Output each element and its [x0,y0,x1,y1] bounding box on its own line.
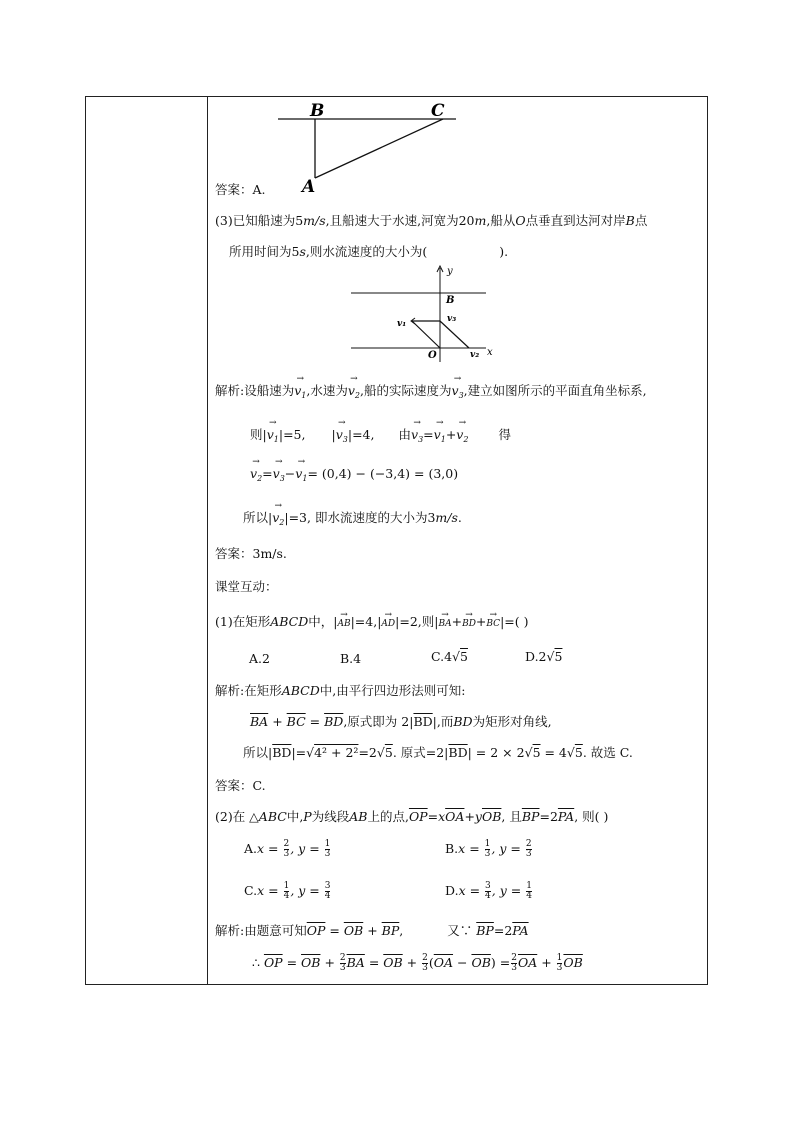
column-divider [207,97,208,984]
option-2-C: C.x = $\frac{1}{4}$ , y = $\frac{3}{4}$ [244,881,331,901]
option-1-A: A.2 [249,651,270,666]
option-1-C: C.4√5 [431,649,468,664]
answer-1: 答案：A. [215,182,266,197]
label-A: A [302,177,316,196]
question-3-line-2: 所用时间为5s,则水流速度的大小为( ). [229,244,509,259]
velocity-diagram [345,262,505,362]
point-B-label: B [446,295,455,306]
solution-1-line-3: 所以$|\overline{BD}|=√4^2 + 2^2=2√5$. 原式$=2|\overline{BD}| = 2 \times 2√5 = 4√5$. 故选 C. [243,745,633,760]
solution-3-line-4: 所以|→ $v_2|=3$, 即水流速度的大小为3m/s. [243,508,462,527]
problem-2: (2)在 △ABC中,P为线段AB上的点$,\overline{OP}=x\overline{OA}+y\overline{OB}$, 且$\overline{BP}=2\overline{PA}$, 则( ) [215,809,609,824]
option-1-D: D.2√5 [525,649,563,664]
option-2-D: D.x = $\frac{3}{4}$ , y = $\frac{1}{4}$ [445,881,532,901]
option-1-B: B.4 [340,651,362,666]
option-2-A: A.x = $\frac{2}{3}$ , y = $\frac{1}{3}$ [244,839,331,859]
section-heading: 课堂互动： [215,579,278,594]
solution-3-line-1: 解析:设船速为→ $v_1$,水速为→ $v_2$,船的实际速度为→ $v_3$,建立如图所示的平面直角坐标系, [215,381,647,400]
solution-1-line-1: 解析:在矩形ABCD中,由平行四边形法则可知: [215,683,466,698]
question-3-line-1: (3)已知船速为5m/s,且船速大于水速,河宽为20m,船从O点垂直到达河对岸B点 [215,213,648,228]
v3-label: v₃ [447,314,457,324]
answer-3: 答案：3m/s. [215,546,287,561]
origin-label: O [428,350,437,361]
v2-label: v₂ [470,350,480,360]
label-B: B [310,101,325,121]
v1-label: v₁ [397,319,407,329]
solution-3-line-2: 则|→ $v_1|=5$, |→ $v_3|=4$, 由→ $v_3=\to v_1+\to v_2$ 得 [250,425,511,444]
problem-1: (1)在矩形ABCD中，|→ AB|=4,|→ AD|=2,则|→ BA+→ BD+→ BC|=( ) [215,612,529,630]
content-table [85,96,708,985]
option-2-B: B.x = $\frac{1}{3}$ , y = $\frac{2}{3}$ [445,839,532,859]
triangle-figure [270,96,470,196]
solution-2-line-2: ∴ $\overline{OP} = \overline{OB}$ + $\frac{2}{3}$ $\overline{BA} = \overline{OB}$ + $\frac{2}{3}$ $(\overline{OA} - \overline{OB})$ = $\frac{2}{3}$ $\overline{OA}$ + $\frac{1}{3}$ $\overline{OB}$ [252,953,583,973]
axis-x-label: x [487,347,493,358]
solution-1-line-2: $\overline{BA} + \overline{BC} = \overline{BD}$,原式即为 $2|\overline{BD}|$,而BD为矩形对角线, [250,714,552,729]
label-C: C [431,101,445,121]
answer-c: 答案：C. [215,778,266,793]
solution-3-line-3: → $v_2=\to v_3-\to v_1= (0,4) - (-3,4) = (3,0)$ [250,466,458,483]
axis-y-label: y [447,266,453,277]
solution-2-line-1: 解析:由题意可知$\overline{OP} = \overline{OB} + \overline{BP}$, 又∵ $\overline{BP}=2\overline{PA}$ [215,923,529,938]
